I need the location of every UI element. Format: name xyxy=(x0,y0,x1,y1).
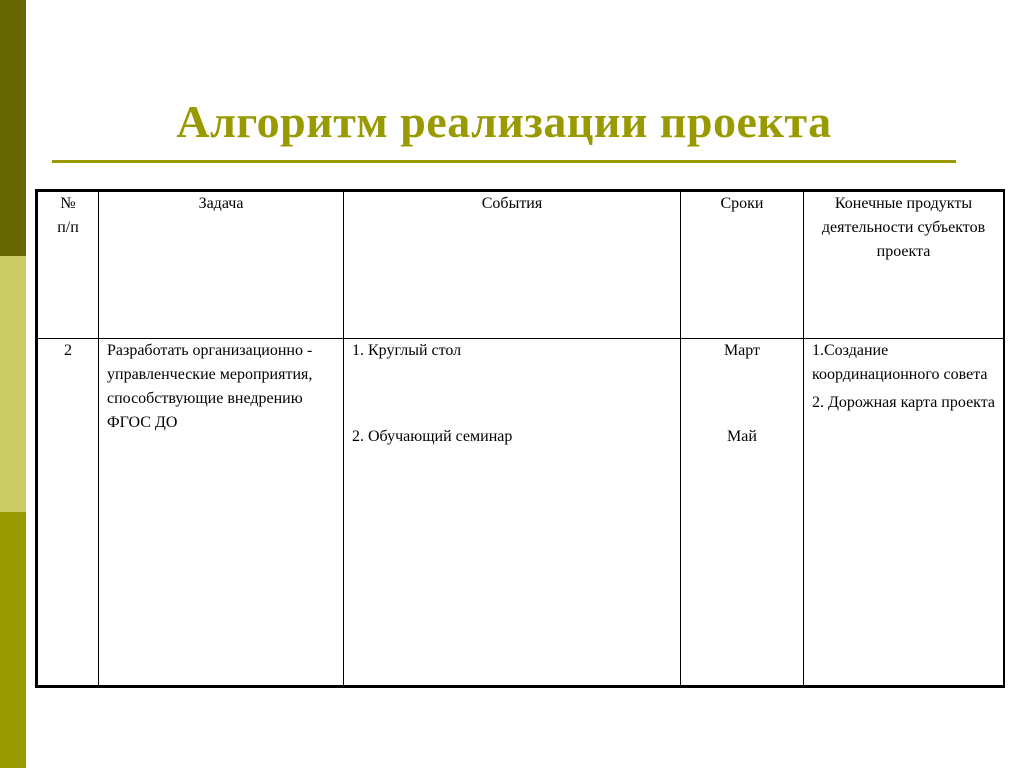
event-item: 1. Круглый стол xyxy=(352,342,462,359)
header-num xyxy=(38,192,99,339)
title-underline xyxy=(52,160,956,163)
term-item: Март xyxy=(723,342,761,359)
product-item: 2. Дорожная карта проекта xyxy=(812,394,996,411)
plan-table xyxy=(37,191,1004,686)
cell-num: 2 xyxy=(38,339,99,686)
plan-table-frame xyxy=(35,189,1005,688)
header-terms: Сроки xyxy=(681,192,804,339)
side-stripe-olive xyxy=(0,512,26,768)
header-events: События xyxy=(344,192,681,339)
table-header-row xyxy=(38,192,1004,339)
cell-products xyxy=(804,339,1004,686)
cell-events xyxy=(344,339,681,686)
side-stripe-light xyxy=(0,256,26,512)
header-num-line1: № xyxy=(60,195,76,212)
cell-task: Разработать организационно - управленческие мероприятия, способствующие внедрению ФГОС ДО xyxy=(99,339,344,686)
header-num-line2: п/п xyxy=(57,219,79,236)
header-task: Задача xyxy=(99,192,344,339)
table-row xyxy=(38,339,1004,686)
term-item: Май xyxy=(727,428,757,445)
side-stripe-dark xyxy=(0,0,26,256)
product-item: 1.Создание координационного совета xyxy=(812,342,988,383)
event-item: 2. Обучающий семинар xyxy=(352,428,513,445)
cell-terms xyxy=(681,339,804,686)
page-title: Алгоритм реализации проекта xyxy=(176,96,832,147)
header-products: Конечные продукты деятельности субъектов проекта xyxy=(804,192,1004,339)
